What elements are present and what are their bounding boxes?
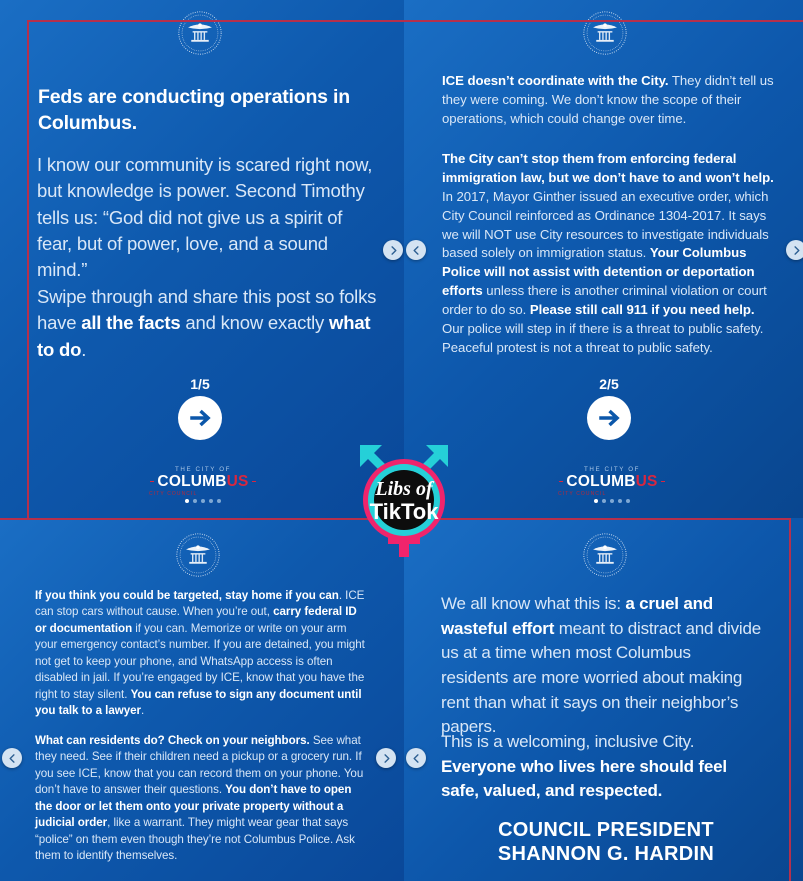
s1-p2-a: Swipe through and share this post so folks have: [37, 286, 377, 334]
carousel-slide-1[interactable]: [0, 0, 404, 518]
slide1-paragraph-1: I know our community is scared right now, but knowledge is power. Second Timothy tells us: “God did not give us a spirit of fear, but of power, love, and a sound mind.”: [37, 154, 373, 281]
wordmark-dash-right: [252, 481, 256, 483]
s3-pb-text1: See what they need. See if their children need a pickup or a grocery run. If you see ICE, know that you can record them on your phone. You don’t have to answer their questions.: [35, 734, 364, 797]
svg-text:TikTok: TikTok: [369, 499, 439, 524]
chevron-right-icon: [388, 245, 399, 256]
slide3-paragraph-2: [35, 733, 365, 865]
s1-p2-e: .: [81, 338, 87, 360]
s2-pb-bold1: The City can’t stop them from enforcing federal immigration law, but we don’t have to and won’t help.: [442, 151, 774, 185]
slide4-paragraph-2: [441, 730, 761, 804]
wordmark-sub-line: CITY COUNCIL: [558, 491, 607, 498]
carousel-prev-button-slide3[interactable]: [2, 748, 22, 768]
slide2-page-indicator: 2/5: [599, 376, 619, 392]
s2-pb-text1: In 2017, Mayor Ginther issued an executive order, which City Council reinforced as Ordinance 1304-2017. It says we will NOT use City resources to investigate individuals based solely on immigration status.: [442, 188, 769, 261]
slide1-next-arrow-button[interactable]: [178, 396, 222, 440]
s2-pb-bold3: Please still call 911 if you need help.: [529, 302, 755, 317]
chevron-right-icon: [791, 245, 802, 256]
slide4-signature: [441, 818, 771, 867]
carousel-next-button-slide1[interactable]: [383, 240, 403, 260]
s3-pb-bold2: You don’t have to open the door or let them onto your private property without a judicial order: [35, 783, 352, 830]
columbus-city-council-wordmark: [147, 466, 259, 503]
slide2-paragraph-2: [442, 150, 774, 358]
wordmark-sub-line: CITY COUNCIL: [149, 491, 198, 498]
slide4-paragraph-1: [441, 592, 761, 740]
carousel-prev-button-slide4[interactable]: [406, 748, 426, 768]
s1-p2-b: all the facts: [81, 312, 181, 334]
signature-name: SHANNON G. HARDIN: [497, 843, 715, 866]
signature-title: COUNCIL PRESIDENT: [498, 819, 714, 841]
s4-pa-text2: meant to distract and divide us at a time when most Columbus residents are more worried about making rent than what it says on their neighbor’s papers.: [441, 618, 762, 737]
s1-p2-d: what to do: [37, 312, 371, 360]
s3-pb-bold1: What can residents do? Check on your neighbors.: [35, 734, 310, 747]
slide1-page-indicator: 1/5: [190, 376, 210, 392]
wordmark-dash-left: [559, 481, 563, 483]
wordmark-red-part: US: [635, 473, 658, 490]
s3-pa-bold2: carry federal ID or documentation: [35, 605, 357, 635]
s3-pa-text2: if you can. Memorize or write on your arm your emergency contact’s number. If you are detained, you might not get to keep your phone, and WhatsApp access is often disabled in jail. If you’re engaged by ICE, know that you have the right to stay silent.: [35, 621, 365, 701]
wordmark-white-part: COLUMB: [566, 473, 636, 490]
columbus-city-seal-icon: [582, 532, 628, 578]
s3-pb-text2: , like a warrant. They might wear gear that says “police” on them even though they’re not Columbus Police. Ask them to identify themselves.: [35, 816, 355, 863]
s4-pa-text1: We all know what this is:: [441, 594, 626, 613]
wordmark-top-line: THE CITY OF: [175, 466, 231, 473]
s3-pa-text3: .: [140, 704, 145, 718]
arrow-right-icon: [596, 405, 622, 431]
s2-pb-text3: Our police will step in if there is a threat to public safety. Peaceful protest is not a threat to public safety.: [442, 320, 764, 355]
slide3-paragraph-1: [35, 588, 365, 720]
wordmark-main: [556, 473, 668, 490]
carousel-next-button-slide2[interactable]: [786, 240, 803, 260]
s2-pa-bold: ICE doesn’t coordinate with the City.: [442, 73, 669, 88]
wordmark-top-line: THE CITY OF: [584, 466, 640, 473]
libs-of-tiktok-logo: [352, 437, 456, 561]
carousel-next-button-slide3[interactable]: [376, 748, 396, 768]
wordmark-white-part: COLUMB: [157, 473, 227, 490]
columbus-city-seal-icon: [582, 10, 628, 56]
slide1-paragraph-2: [37, 284, 382, 363]
carousel-prev-button-slide2[interactable]: [406, 240, 426, 260]
wordmark-dots: [556, 499, 668, 503]
wordmark-main: [147, 473, 259, 490]
wordmark-dash-right: [661, 481, 665, 483]
wordmark-red-part: US: [226, 473, 249, 490]
chevron-left-icon: [7, 753, 18, 764]
slide2-next-arrow-button[interactable]: [587, 396, 631, 440]
slide1-headline: Feds are conducting operations in Columbus.: [38, 86, 350, 135]
chevron-left-icon: [411, 245, 422, 256]
s2-pb-text2: unless there is another criminal violation or court order to do so.: [442, 283, 767, 317]
s2-pa-rest: They didn’t tell us they were coming. We don’t know the scope of their operations, which could change over time.: [442, 73, 774, 126]
columbus-city-seal-icon: [175, 532, 221, 578]
s2-pb-bold2: Your Columbus Police will not assist with detention or deportation efforts: [442, 245, 755, 299]
s3-pa-bold3: You can refuse to sign any document until you talk to a lawyer: [35, 687, 362, 718]
svg-text:Libs of: Libs of: [375, 478, 433, 500]
chevron-left-icon: [411, 753, 422, 764]
wordmark-dash-left: [150, 481, 154, 483]
s4-pb-text1: This is a welcoming, inclusive City.: [441, 732, 695, 751]
s3-pa-text1: . ICE can stop cars without cause. When you’re out,: [35, 589, 365, 619]
s1-p2-c: and know exactly: [180, 312, 330, 334]
columbus-city-council-wordmark: [556, 466, 668, 503]
s3-pa-bold1: If you think you could be targeted, stay home if you can: [35, 589, 339, 602]
columbus-city-seal-icon: [177, 10, 223, 56]
slide2-paragraph-1: [442, 72, 774, 129]
arrow-right-icon: [187, 405, 213, 431]
carousel-slide-2[interactable]: [404, 0, 803, 518]
s4-pa-bold1: a cruel and wasteful effort: [441, 594, 713, 638]
chevron-right-icon: [381, 753, 392, 764]
s4-pb-bold1: Everyone who lives here should feel safe, valued, and respected.: [441, 756, 727, 801]
wordmark-dots: [147, 499, 259, 503]
